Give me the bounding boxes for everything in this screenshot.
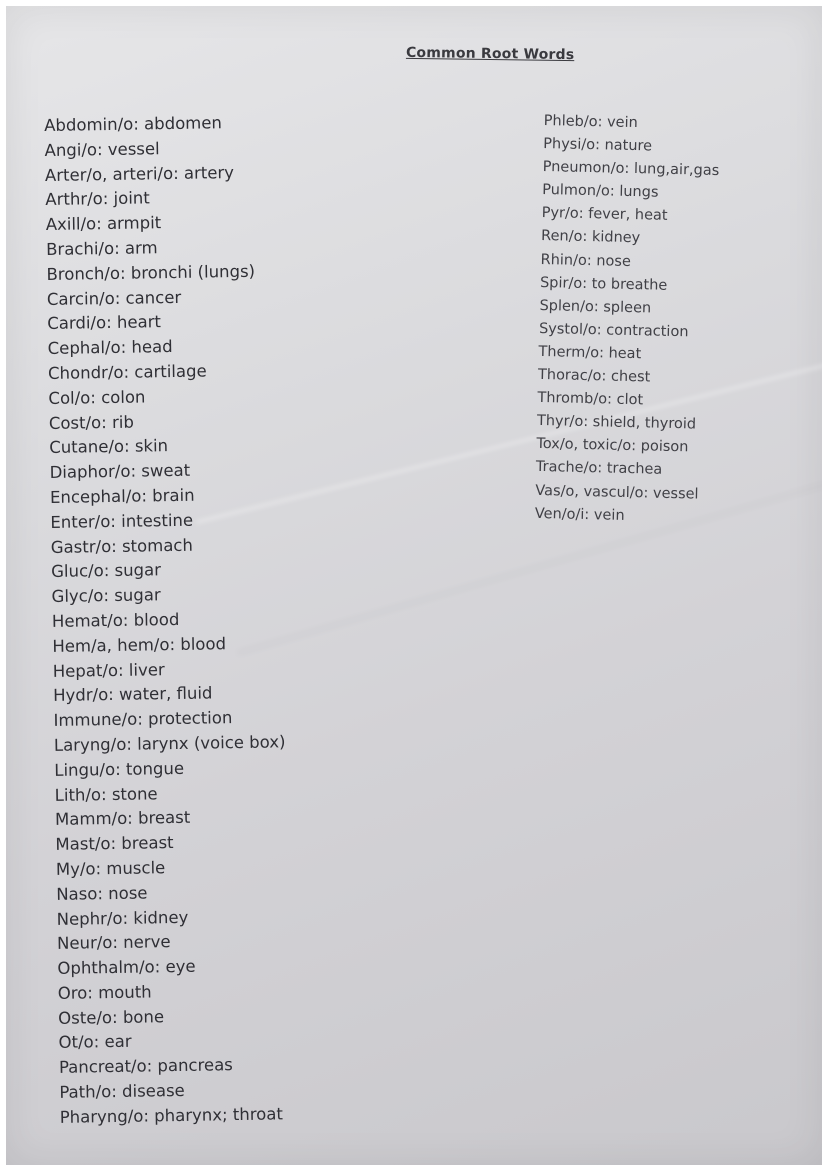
root-word-entry: Immune/o: protection	[53, 708, 233, 731]
root-word-entry: Thorac/o: chest	[537, 366, 651, 386]
root-word-entry: Therm/o: heat	[538, 343, 642, 363]
root-word-entry: Ren/o: kidney	[540, 228, 641, 247]
root-word-entry: Ven/o/i: vein	[534, 505, 625, 524]
root-word-entry: Encephal/o: brain	[49, 485, 195, 507]
root-word-entry: Vas/o, vascul/o: vessel	[535, 482, 699, 503]
root-word-entry: Mamm/o: breast	[54, 808, 191, 830]
root-word-entry: Trache/o: trachea	[535, 459, 663, 479]
left-column-list	[44, 110, 292, 1130]
paper-crease	[238, 481, 822, 655]
root-word-entry: Ot/o: ear	[58, 1032, 132, 1053]
root-word-entry: Lith/o: stone	[54, 783, 158, 805]
root-word-entry: Abdomin/o: abdomen	[44, 113, 223, 135]
root-word-entry: Arter/o, arteri/o: artery	[44, 162, 235, 185]
paper-sheet	[6, 6, 822, 1165]
root-word-entry: Gastr/o: stomach	[50, 535, 194, 557]
root-word-entry: Mast/o: breast	[55, 833, 174, 855]
root-word-entry: Angi/o: vessel	[44, 138, 160, 160]
paper-crease	[196, 351, 822, 523]
root-word-entry: Physi/o: nature	[543, 136, 653, 155]
root-word-entry: Tox/o, toxic/o: poison	[536, 436, 689, 456]
root-word-entry: Spir/o: to breathe	[539, 274, 668, 294]
root-word-entry: Enter/o: intestine	[50, 510, 194, 532]
root-word-entry: Pancreat/o: pancreas	[58, 1055, 233, 1078]
root-word-entry: Col/o: colon	[48, 387, 146, 408]
root-word-entry: Laryng/o: larynx (voice box)	[53, 732, 286, 755]
root-word-entry: Hepat/o: liver	[52, 659, 165, 681]
root-word-entry: Rhin/o: nose	[540, 251, 632, 270]
root-word-entry: Carcin/o: cancer	[46, 287, 182, 309]
root-word-entry: Hem/a, hem/o: blood	[52, 633, 227, 656]
root-word-entry: Neur/o: nerve	[56, 932, 171, 954]
root-word-entry: Ophthalm/o: eye	[57, 956, 196, 978]
root-word-entry: Brachi/o: arm	[45, 238, 158, 259]
right-column-list	[535, 110, 721, 530]
root-word-entry: Hydr/o: water, fluid	[52, 683, 213, 706]
root-word-entry: Pharyng/o: pharynx; throat	[59, 1104, 283, 1127]
root-word-entry: Diaphor/o: sweat	[49, 460, 191, 483]
root-word-entry: Splen/o: spleen	[539, 297, 652, 317]
root-word-entry: Pyr/o: fever, heat	[541, 205, 668, 225]
root-word-entry: My/o: muscle	[55, 858, 166, 879]
root-word-entry: Cephal/o: head	[47, 337, 173, 359]
root-word-entry: Lingu/o: tongue	[54, 758, 185, 780]
root-word-entry: Axill/o: armpit	[45, 213, 162, 235]
root-word-entry: Pulmon/o: lungs	[541, 182, 659, 201]
root-word-entry: Cardi/o: heart	[47, 312, 162, 334]
root-word-entry: Oro: mouth	[57, 982, 152, 1003]
root-word-entry: Pneumon/o: lung,air,gas	[542, 159, 720, 180]
root-word-entry: Path/o: disease	[59, 1080, 185, 1102]
root-word-entry: Systol/o: contraction	[538, 320, 689, 341]
root-word-entry: Naso: nose	[56, 883, 148, 904]
root-word-entry: Hemat/o: blood	[51, 609, 180, 631]
root-word-entry: Cost/o: rib	[48, 412, 134, 433]
document-title: Common Root Words	[405, 44, 575, 64]
root-word-entry: Phleb/o: vein	[543, 112, 638, 132]
root-word-entry: Nephr/o: kidney	[56, 907, 189, 929]
root-word-entry: Chondr/o: cartilage	[47, 361, 207, 383]
root-word-entry: Glyc/o: sugar	[51, 585, 161, 607]
root-word-entry: Bronch/o: bronchi (lungs)	[46, 261, 256, 284]
root-word-entry: Arthr/o: joint	[45, 188, 150, 210]
root-word-entry: Cutane/o: skin	[49, 436, 169, 458]
root-word-entry: Oste/o: bone	[58, 1006, 165, 1028]
root-word-entry: Gluc/o: sugar	[51, 560, 162, 582]
root-word-entry: Thyr/o: shield, thyroid	[536, 413, 697, 433]
root-word-entry: Thromb/o: clot	[537, 390, 644, 409]
